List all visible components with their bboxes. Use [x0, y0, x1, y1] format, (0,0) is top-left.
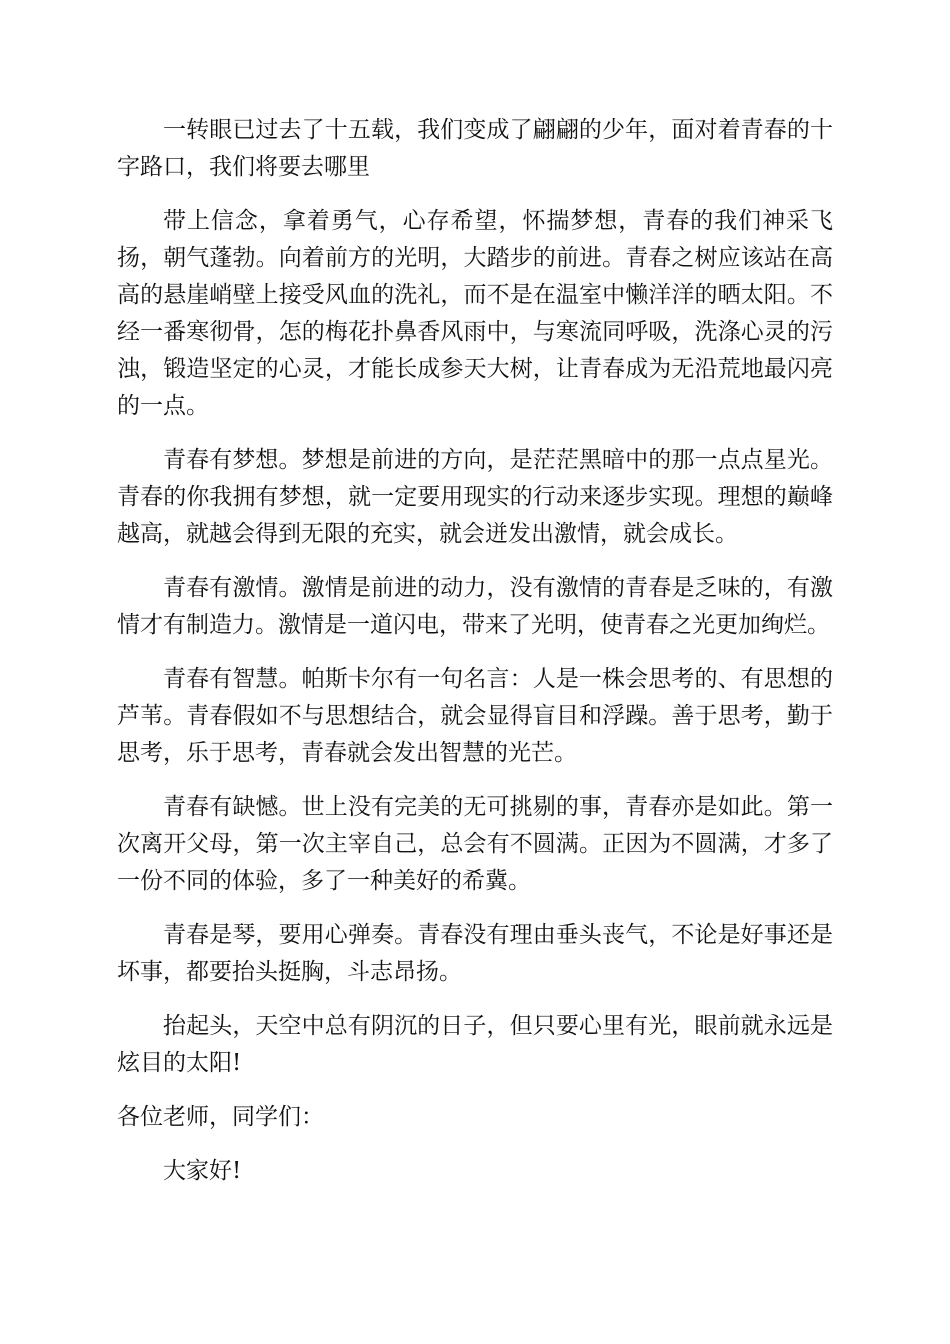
paragraph-7: 青春是琴，要用心弹奏。青春没有理由垂头丧气，不论是好事还是坏事，都要抬头挺胸，斗志昂扬。	[117, 922, 833, 985]
paragraph-8: 抬起头，天空中总有阴沉的日子，但只要心里有光，眼前就永远是炫目的太阳!	[117, 1013, 833, 1076]
salutation: 各位老师，同学们：	[117, 1104, 324, 1130]
paragraph-5: 青春有智慧。帕斯卡尔有一句名言：人是一株会思考的、有思想的芦苇。青春假如不与思想结合，就会显得盲目和浮躁。善于思考，勤于思考，乐于思考，青春就会发出智慧的光芒。	[117, 666, 833, 766]
document-page	[117, 112, 833, 1207]
paragraph-4: 青春有激情。激情是前进的动力，没有激情的青春是乏味的，有激情才有制造力。激情是一道闪电，带来了光明，使青春之光更加绚烂。	[117, 575, 833, 638]
greeting: 大家好!	[163, 1158, 242, 1184]
paragraph-3: 青春有梦想。梦想是前进的方向，是茫茫黑暗中的那一点点星光。青春的你我拥有梦想，就一定要用现实的行动来逐步实现。理想的巅峰越高，就越会得到无限的充实，就会迸发出激情，就会成长。	[117, 447, 833, 547]
paragraph-6: 青春有缺憾。世上没有完美的无可挑剔的事，青春亦是如此。第一次离开父母，第一次主宰自己，总会有不圆满。正因为不圆满，才多了一份不同的体验，多了一种美好的希冀。	[117, 794, 833, 894]
paragraph-1: 一转眼已过去了十五载，我们变成了翩翩的少年，面对着青春的十字路口，我们将要去哪里	[117, 117, 833, 180]
paragraph-2: 带上信念，拿着勇气，心存希望，怀揣梦想，青春的我们神采飞扬，朝气蓬勃。向着前方的光明，大踏步的前进。青春之树应该站在高高的悬崖峭壁上接受风血的洗礼，而不是在温室中懒洋洋的晒太阳。不经一番寒彻骨，怎的梅花扑鼻香风雨中，与寒流同呼吸，洗涤心灵的污浊，锻造坚定的心灵，才能长成参天大树，让青春成为无沿荒地最闪亮的一点。	[117, 208, 833, 419]
